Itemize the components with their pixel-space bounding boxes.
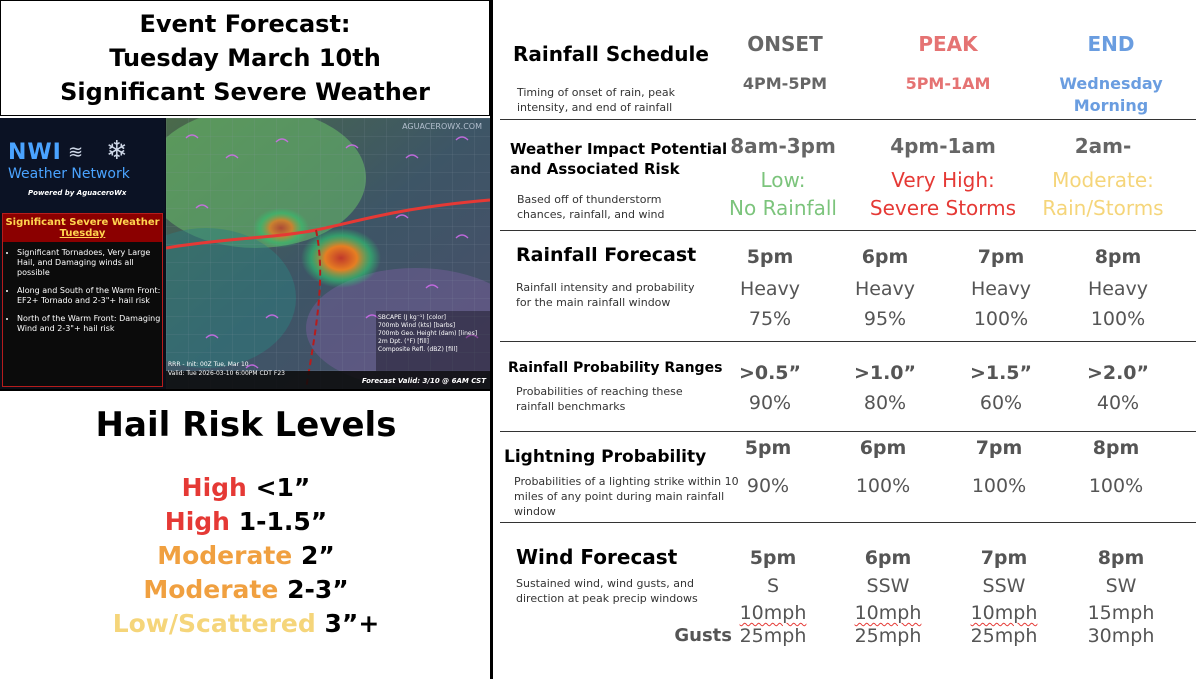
lightning-hour: 6pm bbox=[859, 437, 907, 459]
map-legend-line: 700mb Geo. Height (dam) [lines] bbox=[378, 330, 478, 337]
prob-ranges-subtitle: Probabilities of reaching these rainfall benchmarks bbox=[516, 385, 683, 413]
event-title-box bbox=[0, 0, 490, 116]
wind-hour: 6pm bbox=[864, 547, 912, 569]
alert-header-line-1: Significant Severe Weather bbox=[5, 217, 160, 228]
hail-level-size: 1-1.5” bbox=[238, 507, 328, 536]
rain-probability: 75% bbox=[748, 308, 792, 330]
rain-hour: 8pm bbox=[1094, 246, 1142, 268]
rain-hour: 5pm bbox=[746, 246, 794, 268]
lightning-hour: 8pm bbox=[1092, 437, 1140, 459]
map-run-info: RRR - Init: 00Z Tue, Mar 10 bbox=[168, 361, 249, 368]
wind-direction: SSW bbox=[866, 575, 910, 597]
wind-sustained bbox=[838, 602, 938, 624]
forecast-graphic-panel bbox=[0, 118, 490, 389]
prob-threshold: >0.5” bbox=[738, 362, 802, 384]
brand-block bbox=[0, 118, 165, 213]
hail-level-label: High bbox=[181, 473, 247, 502]
map-watermark: AGUACEROWX.COM bbox=[402, 122, 482, 131]
prob-threshold: >1.0” bbox=[853, 362, 917, 384]
wind-hour: 7pm bbox=[980, 547, 1028, 569]
wind-direction: SW bbox=[1105, 575, 1137, 597]
snowflake-icon: ❄ bbox=[106, 136, 128, 166]
impact-time: 2am- bbox=[1074, 134, 1132, 158]
wind-hour: 5pm bbox=[749, 547, 797, 569]
column-divider bbox=[490, 0, 493, 679]
impact-time: 8am-3pm bbox=[730, 134, 836, 158]
hail-level-row bbox=[0, 539, 492, 573]
hail-level-label: Moderate bbox=[157, 541, 293, 570]
forecast-map bbox=[166, 118, 490, 389]
hail-levels bbox=[0, 471, 492, 641]
hail-level-row bbox=[0, 573, 492, 607]
hail-level-label: High bbox=[164, 507, 230, 536]
wind-sustained-value: 10mph bbox=[739, 602, 807, 624]
impact-subtitle: Based off of thunderstorm chances, rainfall, and wind bbox=[517, 193, 665, 221]
wind-gust: 25mph bbox=[970, 625, 1038, 647]
hail-level-size: <1” bbox=[255, 473, 311, 502]
schedule-subtitle: Timing of onset of rain, peak intensity, and end of rainfall bbox=[517, 86, 676, 114]
wind-gust: 25mph bbox=[854, 625, 922, 647]
wind-gust: 25mph bbox=[739, 625, 807, 647]
prob-value: 40% bbox=[1096, 392, 1140, 414]
rain-probability: 100% bbox=[1090, 308, 1146, 330]
end-value-line-2: Morning bbox=[1073, 96, 1149, 115]
hail-level-size: 2-3” bbox=[287, 575, 349, 604]
alert-header-line-2: Tuesday bbox=[59, 228, 106, 239]
impact-level: Low: bbox=[760, 168, 806, 192]
wind-sustained-value: 10mph bbox=[854, 602, 922, 624]
rain-hour: 6pm bbox=[861, 246, 909, 268]
map-legend-line: Composite Refl. (dBZ) [fill] bbox=[378, 346, 458, 353]
impact-level: Moderate: bbox=[1052, 168, 1154, 192]
hail-title: Hail Risk Levels bbox=[95, 405, 397, 445]
map-legend bbox=[378, 314, 488, 354]
prob-threshold: >2.0” bbox=[1086, 362, 1150, 384]
hail-level-label: Low/Scattered bbox=[112, 609, 316, 638]
event-title-line-1: Event Forecast: bbox=[139, 10, 351, 38]
lightning-probability: 100% bbox=[1088, 475, 1144, 497]
prob-value: 60% bbox=[979, 392, 1023, 414]
wind-hour: 8pm bbox=[1097, 547, 1145, 569]
section-divider bbox=[500, 431, 1196, 432]
hail-level-row bbox=[0, 471, 492, 505]
map-legend-line: SBCAPE (J kg⁻¹) [color] bbox=[378, 314, 447, 321]
impact-level: Very High: bbox=[891, 168, 995, 192]
wind-direction: SSW bbox=[982, 575, 1026, 597]
alert-bullet-list bbox=[3, 248, 162, 334]
alert-bullet: • Significant Tornadoes, Very Large Hail, and Damaging winds all possible bbox=[17, 248, 162, 278]
lightning-subtitle: Probabilities of a lighting strike within 10 miles of any point during main rainfall window bbox=[514, 475, 739, 518]
wind-gust: 30mph bbox=[1087, 625, 1155, 647]
section-divider bbox=[500, 230, 1196, 231]
rain-intensity: Heavy bbox=[739, 278, 801, 300]
brand-network: Weather Network bbox=[8, 166, 130, 182]
lightning-probability: 100% bbox=[855, 475, 911, 497]
onset-label: ONSET bbox=[747, 32, 823, 56]
wind-icon: ≋ bbox=[68, 142, 84, 163]
section-divider bbox=[500, 522, 1196, 523]
rain-hour: 7pm bbox=[977, 246, 1025, 268]
event-title-line-3: Significant Severe Weather bbox=[60, 78, 430, 106]
hail-level-row bbox=[0, 505, 492, 539]
peak-value: 5PM-1AM bbox=[905, 74, 991, 93]
onset-value: 4PM-5PM bbox=[742, 74, 828, 93]
map-forecast-valid: Forecast Valid: 3/10 @ 6AM CST bbox=[361, 377, 486, 385]
gusts-label: Gusts bbox=[674, 625, 732, 646]
alert-bullet: • North of the Warm Front: Damaging Wind and 2-3"+ hail risk bbox=[17, 314, 162, 334]
event-title-line-2: Tuesday March 10th bbox=[109, 44, 381, 72]
end-value-line-1: Wednesday bbox=[1059, 74, 1163, 93]
rain-probability: 100% bbox=[973, 308, 1029, 330]
prob-threshold: >1.5” bbox=[969, 362, 1033, 384]
rain-intensity: Heavy bbox=[970, 278, 1032, 300]
hail-level-size: 3”+ bbox=[324, 609, 380, 638]
map-legend-line: 2m Dpt. (°F) [fill] bbox=[378, 338, 429, 345]
map-legend-line: 700mb Wind (kts) [barbs] bbox=[378, 322, 456, 329]
rain-forecast-subtitle: Rainfall intensity and probability for the main rainfall window bbox=[516, 281, 695, 309]
rain-intensity: Heavy bbox=[854, 278, 916, 300]
rain-forecast-title: Rainfall Forecast bbox=[516, 244, 697, 266]
prob-value: 90% bbox=[748, 392, 792, 414]
schedule-title: Rainfall Schedule bbox=[513, 42, 709, 66]
end-label: END bbox=[1087, 32, 1135, 56]
lightning-hour: 7pm bbox=[975, 437, 1023, 459]
alert-header bbox=[3, 214, 162, 242]
wind-title: Wind Forecast bbox=[516, 545, 678, 569]
wind-direction: S bbox=[766, 575, 780, 597]
hail-level-size: 2” bbox=[300, 541, 335, 570]
impact-time: 4pm-1am bbox=[890, 134, 996, 158]
rain-probability: 95% bbox=[863, 308, 907, 330]
prob-ranges-title: Rainfall Probability Ranges bbox=[508, 360, 723, 376]
lightning-title: Lightning Probability bbox=[504, 447, 707, 467]
hail-level-label: Moderate bbox=[143, 575, 279, 604]
impact-desc: Rain/Storms bbox=[1042, 196, 1164, 220]
wind-sustained-value: 15mph bbox=[1087, 602, 1155, 624]
wind-sustained bbox=[1071, 602, 1171, 624]
wind-sustained bbox=[954, 602, 1054, 624]
impact-desc: Severe Storms bbox=[869, 196, 1017, 220]
section-divider bbox=[500, 119, 1196, 120]
impact-title-line-2: and Associated Risk bbox=[510, 160, 680, 178]
impact-title-line-1: Weather Impact Potential bbox=[510, 140, 728, 158]
peak-label: PEAK bbox=[918, 32, 978, 56]
impact-desc: No Rainfall bbox=[729, 196, 837, 220]
prob-value: 80% bbox=[863, 392, 907, 414]
alert-bullet: • Along and South of the Warm Front: EF2+ Tornado and 2-3"+ hail risk bbox=[17, 286, 162, 306]
brand-powered-by: Powered by AguaceroWx bbox=[28, 189, 127, 197]
lightning-hour: 5pm bbox=[744, 437, 792, 459]
hail-risk-box bbox=[0, 389, 492, 679]
wind-sustained bbox=[723, 602, 823, 624]
alert-box bbox=[2, 213, 163, 387]
section-divider bbox=[500, 341, 1196, 342]
lightning-probability: 100% bbox=[971, 475, 1027, 497]
brand-logo: NWI bbox=[8, 140, 62, 165]
wind-sustained-value: 10mph bbox=[970, 602, 1038, 624]
lightning-probability: 90% bbox=[746, 475, 790, 497]
map-valid-info: Valid: Tue 2026-03-10 6:00PM CDT F23 bbox=[168, 370, 285, 377]
rain-intensity: Heavy bbox=[1087, 278, 1149, 300]
wind-subtitle: Sustained wind, wind gusts, and direction at peak precip windows bbox=[516, 577, 698, 605]
hail-level-row bbox=[0, 607, 492, 641]
